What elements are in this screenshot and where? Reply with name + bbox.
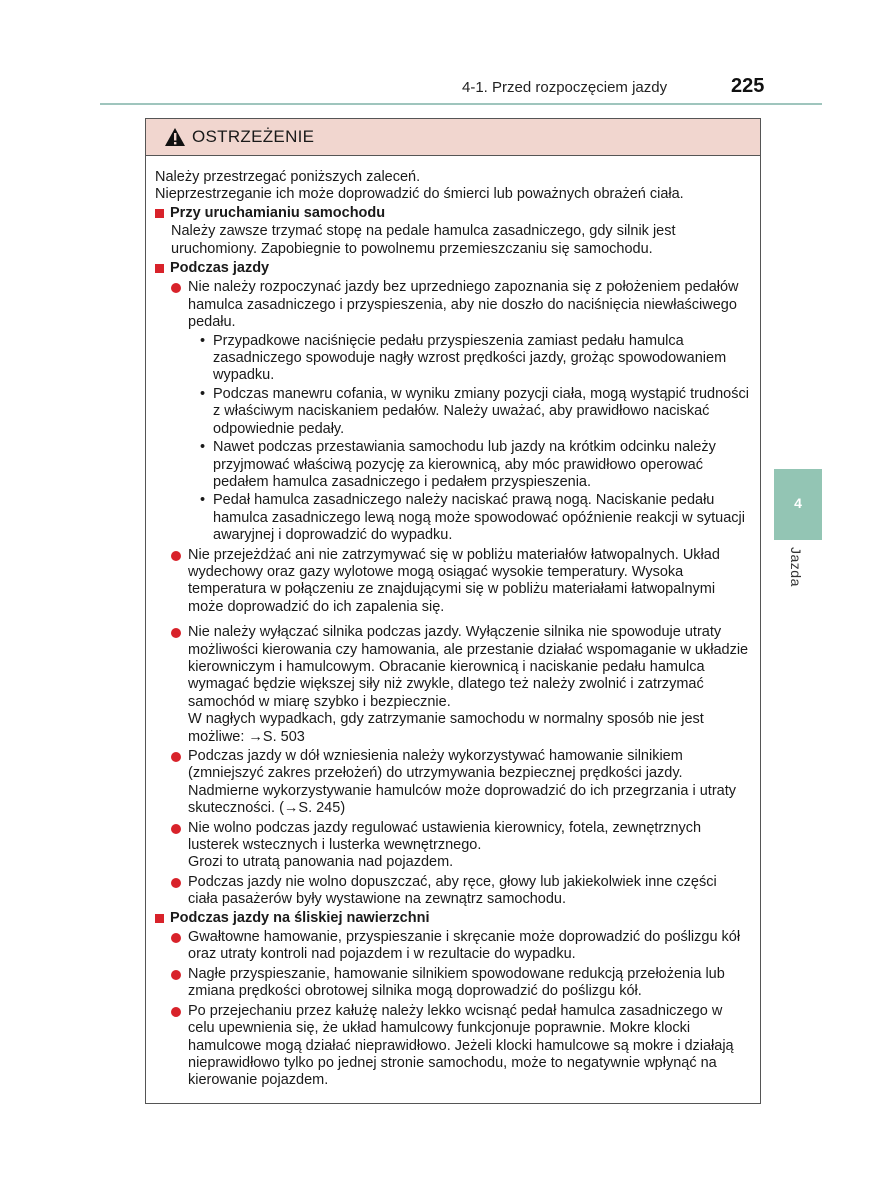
- list-item-text: [188, 820, 750, 872]
- list-item-text-part: Grozi to utratą panowania nad pojazdem.: [188, 854, 454, 871]
- intro-line-1: Należy przestrzegać poniższych zaleceń.: [155, 169, 421, 185]
- list-item: [155, 279, 750, 331]
- list-item: [155, 929, 750, 964]
- sub-bullet-icon: •: [200, 492, 206, 509]
- list-item: [155, 820, 750, 872]
- warning-icon: [164, 127, 186, 147]
- sub-item: [155, 439, 750, 491]
- header-rule: [100, 103, 822, 105]
- bullet-icon: [171, 752, 181, 762]
- chapter-tab: [774, 469, 822, 540]
- list-item: [155, 547, 750, 617]
- bullet-icon: [171, 1007, 181, 1017]
- sub-item-text: Przypadkowe naciśnięcie pedału przyspieszenia zamiast pedału hamulca zasadniczego spowoduje nagły wzrost prędkości jazdy, grożąc spowodowaniem wypadku.: [213, 332, 727, 384]
- section-driving: [155, 260, 750, 277]
- sub-item: [155, 333, 750, 385]
- section-title: Podczas jazdy na śliskiej nawierzchni: [170, 909, 430, 926]
- list-item-text: Gwałtowne hamowanie, przyspieszanie i skręcanie może doprowadzić do poślizgu kół oraz utraty kontroli nad pojazdem i w rezultacie do wypadku.: [188, 929, 741, 963]
- bullet-icon: [171, 970, 181, 980]
- bullet-icon: [171, 933, 181, 943]
- list-item-text-part: W nagłych wypadkach, gdy zatrzymanie samochodu w normalny sposób nie jest możliwe: →S. 503: [188, 711, 704, 745]
- bullet-icon: [171, 283, 181, 293]
- sub-bullet-icon: •: [200, 332, 206, 349]
- list-item: [155, 966, 750, 1001]
- list-item-text: Nagłe przyspieszanie, hamowanie silnikiem spowodowane redukcją przełożenia lub zmiana prędkości obrotowej silnika mogą doprowadzić do poślizgu kół.: [188, 965, 725, 1000]
- list-item-text-part: Nie należy wyłączać silnika podczas jazdy. Wyłączenie silnika nie spowoduje utraty możliwości kierowania czy hamowania, ale przestanie działać wspomaganie w układzie kierowniczym i hamulcowym. Obracanie kierownicą i naciskanie pedału hamulca wymagać będzie większej siły niż zwykle, dlatego też należy zwolnić i zatrzymać samochód w miarę szybko i bezpiecznie.: [188, 624, 749, 710]
- list-item: [155, 748, 750, 818]
- chapter-number: 4: [794, 495, 802, 511]
- list-item: [155, 624, 750, 746]
- list-item: [155, 1003, 750, 1090]
- sub-bullet-icon: •: [200, 385, 206, 402]
- section-marker-icon: [155, 209, 164, 218]
- list-item-text-part: Nie wolno podczas jazdy regulować ustawienia kierownicy, fotela, zewnętrznych lusterek wstecznych i lusterka wewnętrznego.: [188, 819, 702, 854]
- chapter-label: Jazda: [788, 547, 804, 587]
- bullet-icon: [171, 878, 181, 888]
- list-item-text: Podczas jazdy w dół wzniesienia należy wykorzystywać hamowanie silnikiem (zmniejszyć zakres przełożeń) do utrzymywania bezpiecznej prędkości jazdy. Nadmierne wykorzystywanie hamulców może doprowadzić do ich przegrzania i utraty skuteczności. (→S. 245): [188, 748, 737, 817]
- sub-item-text: Pedał hamulca zasadniczego należy naciskać prawą nogą. Naciskanie pedału hamulca zasadniczego lewą nogą może spowodować opóźnienie reakcji w sytuacji awaryjnej i doprowadzić do wypadku.: [213, 492, 745, 544]
- sub-item-text: Nawet podczas przestawiania samochodu lub jazdy na krótkim odcinku należy przyjmować właściwą pozycję za kierownicą, aby móc prawidłowo operować pedałem hamulca zasadniczego i pedałem przyspieszenia.: [213, 439, 716, 490]
- sub-item: [155, 492, 750, 544]
- warning-body: [146, 156, 760, 1090]
- bullet-icon: [171, 824, 181, 834]
- list-item-text: Podczas jazdy nie wolno dopuszczać, aby ręce, głowy lub jakiekolwiek inne części ciała pasażerów były wystawione na zewnątrz samochodu.: [188, 873, 717, 908]
- sub-item: [155, 386, 750, 438]
- section-header: 4-1. Przed rozpoczęciem jazdy: [462, 79, 668, 96]
- sub-item-text: Podczas manewru cofania, w wyniku zmiany pozycji ciała, mogą wystąpić trudności z właściwym naciskaniem pedałów. Należy uważać, aby prawidłowo naciskać odpowiednie pedały.: [213, 385, 749, 437]
- page-number: 225: [731, 75, 765, 97]
- bullet-icon: [171, 551, 181, 561]
- warning-title: OSTRZEŻENIE: [192, 127, 315, 146]
- list-item-text: Po przejechaniu przez kałużę należy lekko wcisnąć pedał hamulca zasadniczego w celu upewnienia się, że układ hamulcowy funkcjonuje poprawnie. Mokre klocki hamulcowe mogą działać nieprawidłowo. Jeżeli klocki hamulcowe są mokre i działają nieprawidłowo tylko po jednej stronie samochodu, może to negatywnie wpłynąć na kierowanie pojazdem.: [188, 1002, 734, 1089]
- section-marker-icon: [155, 264, 164, 273]
- intro-line-2: Nieprzestrzeganie ich może doprowadzić do śmierci lub poważnych obrażeń ciała.: [155, 186, 684, 203]
- list-item-text: Nie należy rozpoczynać jazdy bez uprzedniego zapoznania się z położeniem pedałów hamulca zasadniczego i przyspieszenia, aby nie doszło do naciśnięcia niewłaściwego pedału.: [188, 279, 739, 331]
- section-marker-icon: [155, 914, 164, 923]
- section-start: [155, 205, 750, 222]
- section-title: Podczas jazdy: [170, 260, 270, 277]
- section-slippery: [155, 910, 750, 927]
- bullet-icon: [171, 628, 181, 638]
- warning-box: [145, 118, 761, 1104]
- section-text: Należy zawsze trzymać stopę na pedale hamulca zasadniczego, gdy silnik jest uruchomiony. Zapobiegnie to powolnemu przemieszczaniu się samochodu.: [171, 223, 676, 257]
- list-item: [155, 874, 750, 909]
- warning-header: [146, 119, 760, 156]
- list-item-text: Nie przejeżdżać ani nie zatrzymywać się w pobliżu materiałów łatwopalnych. Układ wydechowy oraz gazy wylotowe mogą osiągać wysokie temperatury. Wysoka temperatura w połączeniu ze znajdującymi się w pobliżu materiałami łatwopalnymi może doprowadzić do ich zapalenia się.: [188, 546, 720, 615]
- section-title: Przy uruchamianiu samochodu: [170, 204, 386, 221]
- list-item-text: [188, 624, 750, 746]
- sub-bullet-icon: •: [200, 439, 206, 456]
